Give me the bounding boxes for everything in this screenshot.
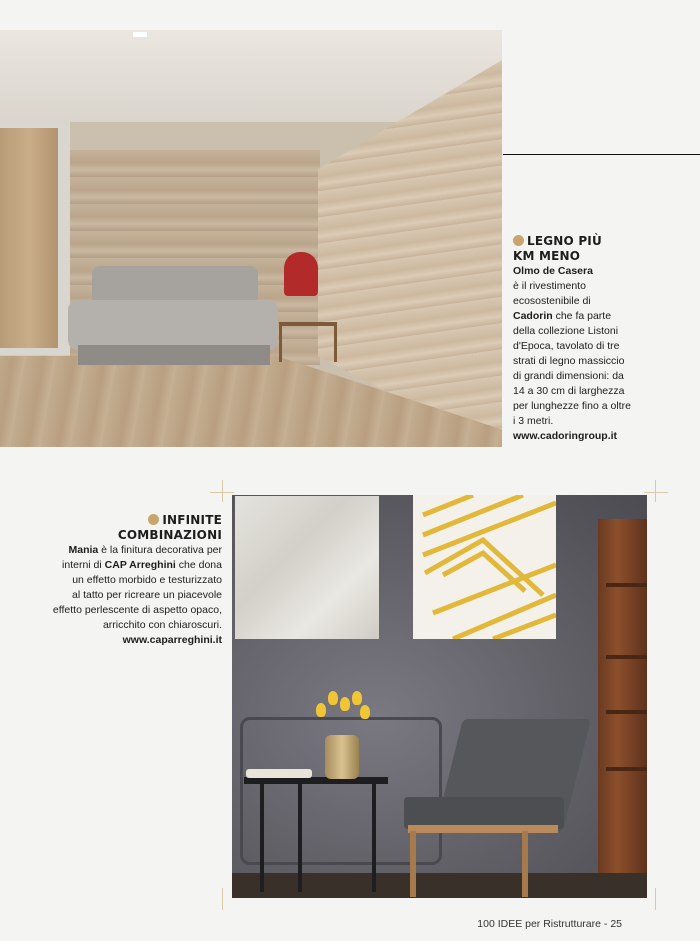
bullet-dot-icon (513, 235, 524, 246)
caption-legno-heading: LEGNO PIÙ KM MENO (513, 234, 602, 263)
sofa-seat (68, 300, 278, 350)
caption-mania: INFINITE COMBINAZIONI Mania è la finitura decorativa per interni di CAP Arreghini che dona un effetto morbido e testurizzato al tatto per ricreare un piacevole effetto perlescente di aspetto opaco, arricchito con chiaroscuri. www.caparreghini.it (40, 513, 222, 648)
tulip (360, 705, 370, 719)
crop-mark (644, 492, 668, 493)
crop-mark (210, 492, 234, 493)
side-table (244, 777, 388, 784)
table-leg (372, 784, 376, 892)
bullet-dot-icon (148, 514, 159, 525)
divider-rule (503, 154, 700, 155)
grey-wall-photo (232, 495, 647, 898)
caption-mania-heading: INFINITE COMBINAZIONI (117, 513, 222, 542)
crop-mark (655, 480, 656, 502)
table-leg (298, 784, 302, 892)
bookshelf (598, 519, 647, 889)
crop-mark (655, 888, 656, 910)
website-link[interactable]: www.cadoringroup.it (513, 430, 618, 442)
wood-room-photo (0, 30, 502, 447)
marble-artwork (235, 496, 379, 639)
wardrobe (0, 128, 58, 348)
table-leg (260, 784, 264, 892)
page-footer: 100 IDEE per Ristrutturare - 25 (477, 918, 622, 930)
armchair-frame (408, 825, 558, 833)
shelf-board (606, 767, 647, 771)
tulip (352, 691, 362, 705)
geometric-pattern-icon (413, 495, 556, 639)
product-name: Olmo de Casera (513, 265, 593, 277)
shelf-board (606, 583, 647, 587)
tulip (340, 697, 350, 711)
red-scale (284, 252, 318, 296)
shelf-board (606, 710, 647, 714)
website-link[interactable]: www.caparreghini.it (122, 634, 222, 646)
chair-leg (410, 831, 416, 897)
sofa-base (78, 345, 270, 365)
open-book (246, 769, 312, 778)
ceiling-light (133, 32, 147, 37)
floor (232, 873, 647, 898)
crop-mark (222, 888, 223, 910)
product-name: Mania (68, 544, 99, 556)
caption-legno: LEGNO PIÙ KM MENO Olmo de Casera è il rivestimento ecosostenibile di Cadorin che fa parte della collezione Listoni d'Epoca, tavolato di tre strati di legno massiccio di grandi dimensioni: da 14 a 30 cm di larghezza per lunghezze fino a oltre i 3 metri. www.cadoringroup.it (513, 234, 698, 444)
brass-vase (325, 735, 359, 779)
brand-name: Cadorin (513, 310, 553, 322)
geometric-artwork (413, 495, 556, 639)
tulip (328, 691, 338, 705)
chair-leg (522, 831, 528, 897)
shelf-board (606, 655, 647, 659)
tulip (316, 703, 326, 717)
side-stand (279, 322, 337, 362)
brand-name: CAP Arreghini (104, 559, 176, 571)
crop-mark (222, 480, 223, 502)
